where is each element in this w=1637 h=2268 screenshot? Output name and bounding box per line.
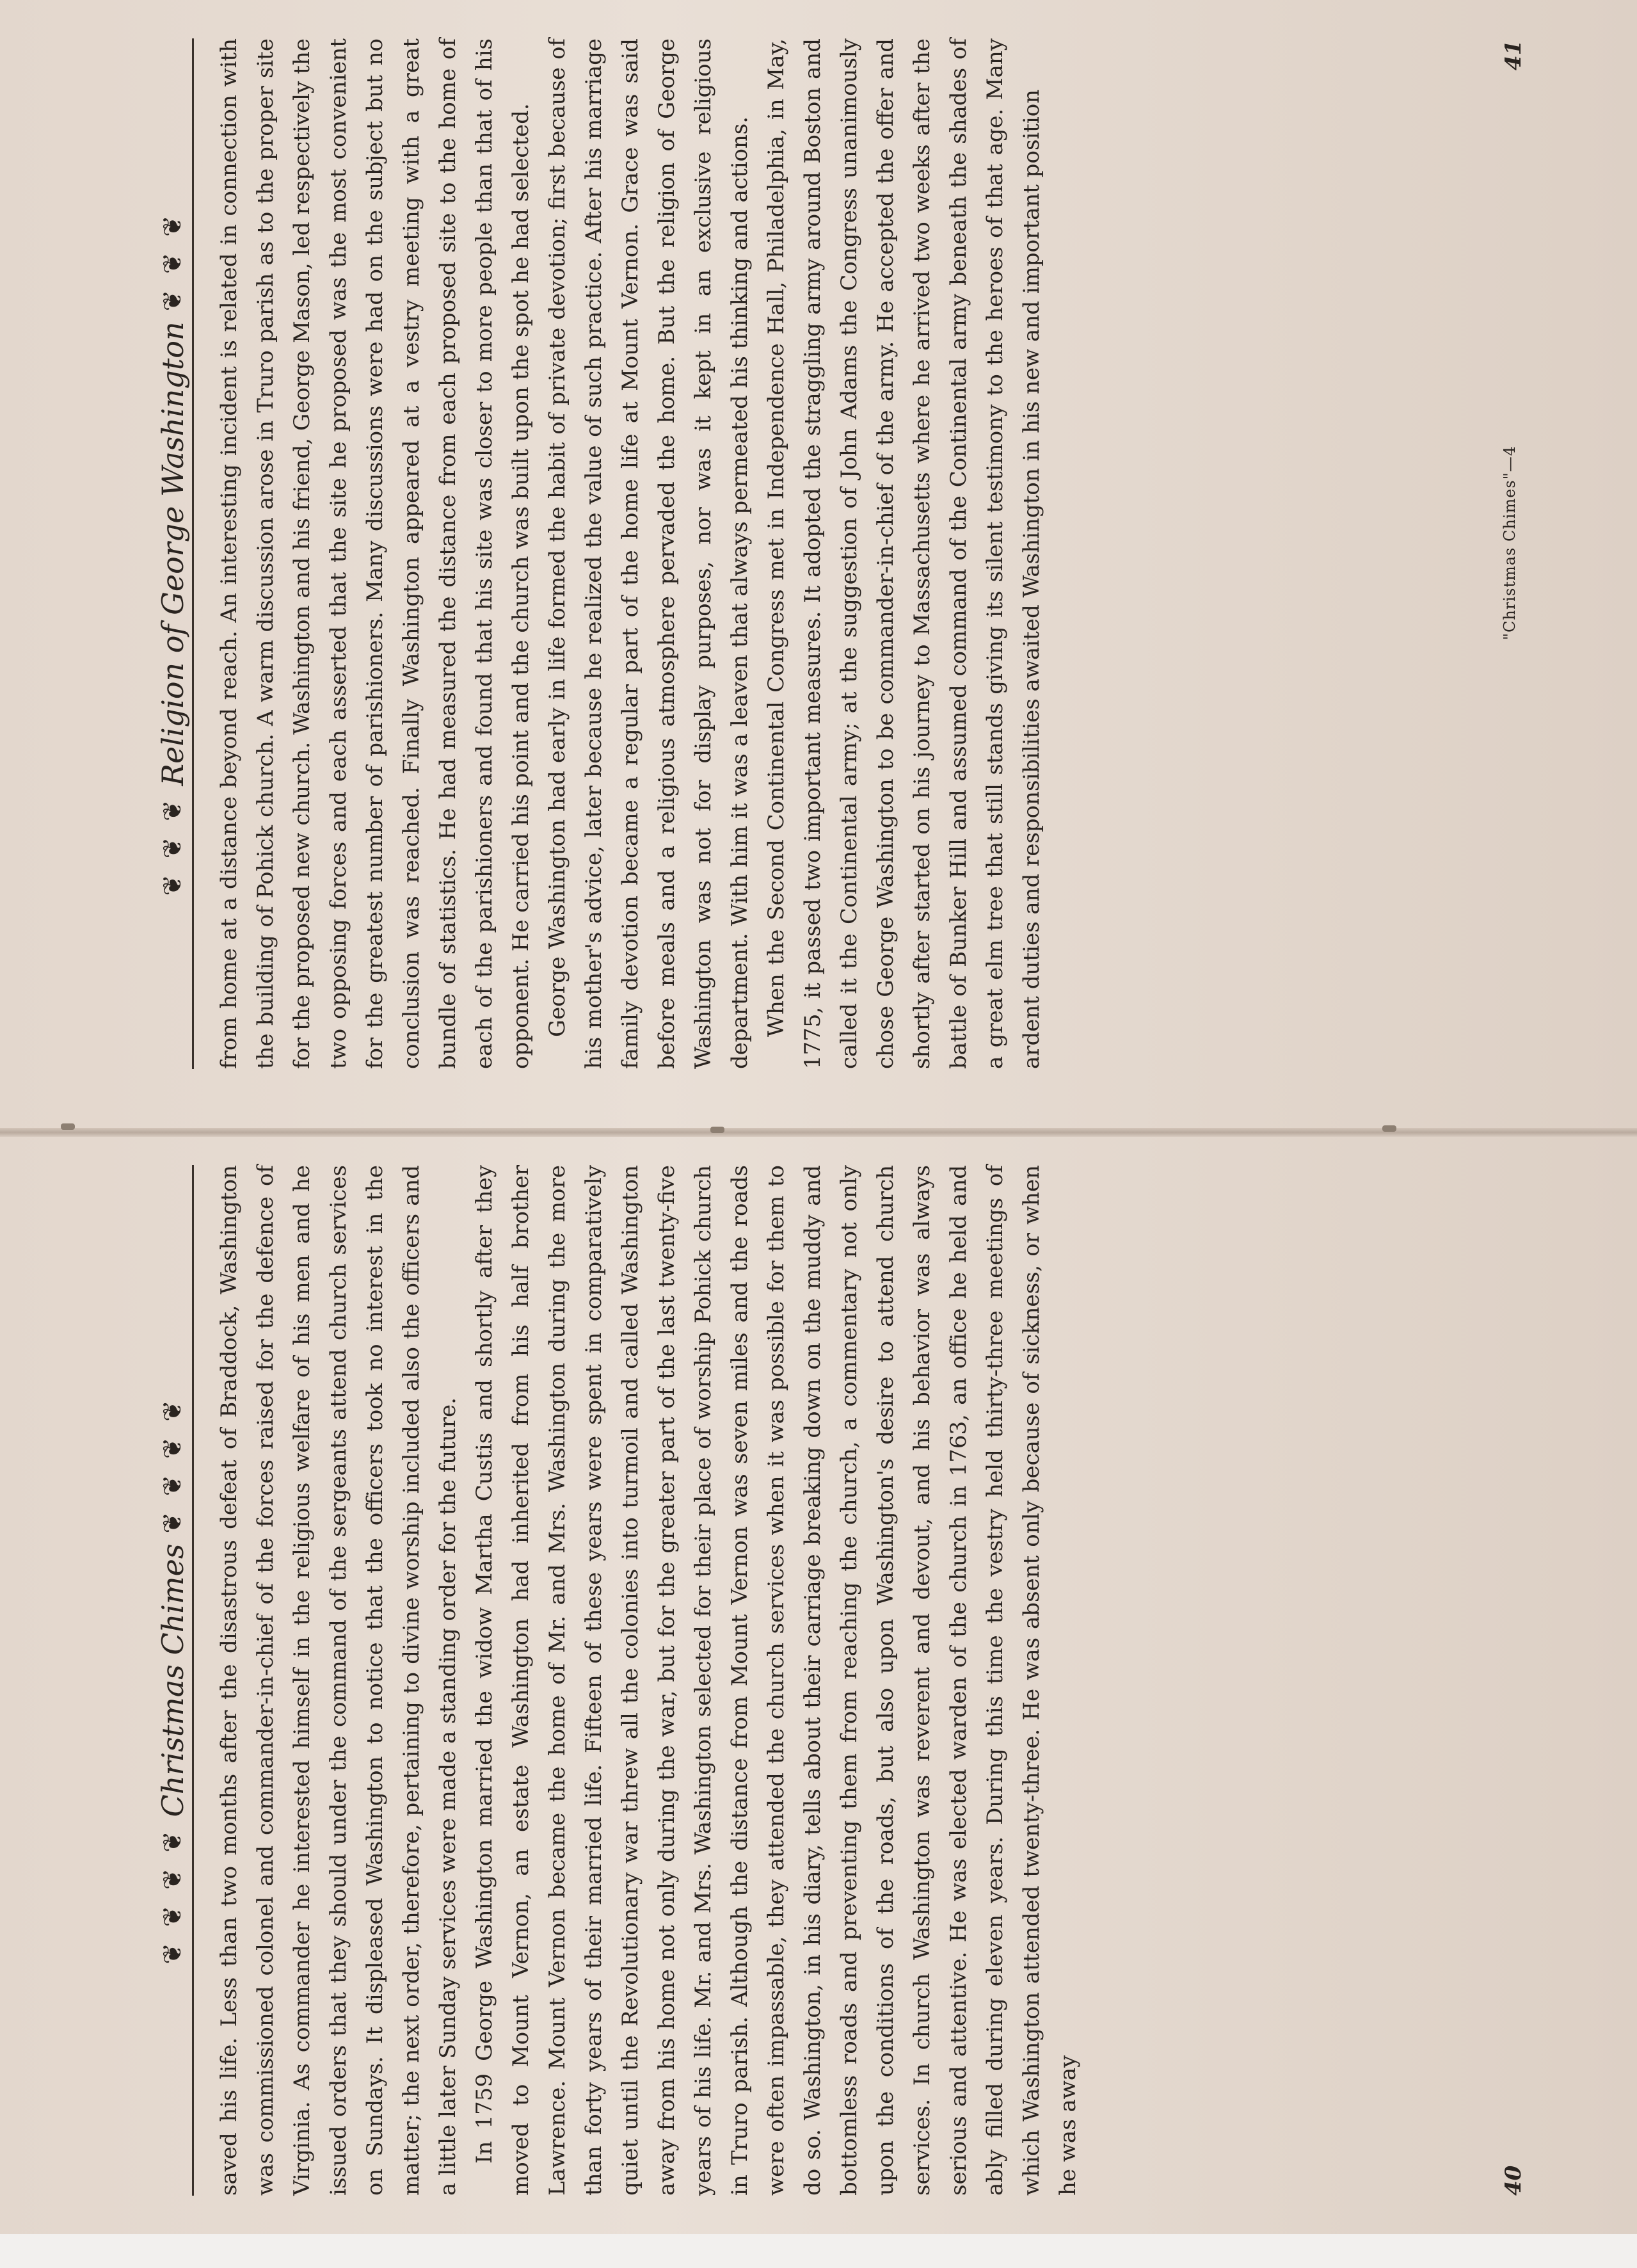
paragraph: saved his life. Less than two months after the disastrous defeat of Braddock, Washington was commissioned colonel and commander-in-chief of the forces raised for the defence of Virginia. As commander he interested himself in the religious welfare of his men and he issued orders that they should under the command of the sergeants attend church services on Sundays. It displeased Washington to notice that the officers took no interest in the matter; the next order, therefore, pertaining to divine worship included also the officers and a little later Sunday services were made a standing order for the future. <box>216 1165 461 2196</box>
staple-mark <box>710 1127 724 1133</box>
page-body <box>211 38 1050 1069</box>
page-number: 41 <box>1501 40 1526 70</box>
running-head-title: Christmas Chimes <box>156 1543 190 1817</box>
running-head <box>154 38 194 1069</box>
running-head <box>154 1165 194 2196</box>
staple-mark <box>61 1123 75 1130</box>
right-page <box>26 6 1613 1088</box>
ornament-icon: ❦ ❦ ❦ <box>158 211 188 312</box>
paragraph: from home at a distance beyond reach. An interesting incident is related in connection with the building of Pohick church. A warm discussion arose in Truro parish as to the proper site for the proposed new church. Washington and his friend, George Mason, led respectively the two opposing forces and each asserted that the site he proposed was the most convenient for the greatest number of parishioners. Many discussions were had on the subject but no conclusion was reached. Finally Washington appeared at a vestry meeting with a great bundle of statistics. He had measured the distance from each proposed site to the home of each of the parishioners and found that his site was closer to more people than that of his opponent. He carried his point and the church was built upon the spot he had selected. <box>216 38 534 1069</box>
running-head-title: Religion of George Washington <box>156 321 190 786</box>
paragraph: In 1759 George Washington married the widow Martha Custis and shortly after they moved to Mount Vernon, an estate Washington had inherited from his half brother Lawrence. Mount Vernon became the home of Mr. and Mrs. Washington during the more than forty years of their married life. Fifteen of these years were spent in comparatively quiet until the Revolutionary war threw all the colonies into turmoil and called Washington away from his home not only during the war, but for the greater part of the last twenty-five years of his life. Mr. and Mrs. Washington selected for their place of worship Pohick church in Truro parish. Although the distance from Mount Vernon was seven miles and the roads were often impassable, they attended the church services when it was possible for them to do so. Washington, in his diary, tells about their carriage breaking down on the muddy and bottomless roads and preventing them from reaching the church, a commentary not only upon the conditions of the roads, but also upon Washington's desire to attend church services. In church Washington was reverent and devout, and his behavior was always serious and attentive. He was elected warden of the church in 1763, an office he held and ably filled during eleven years. During this time the vestry held thirty-three meetings of which Washington attended twenty-three. He was absent only because of sickness, or when he was away <box>472 1165 1081 2196</box>
staple-mark <box>1382 1125 1396 1132</box>
ornament-icon: ❦ ❦ ❦ ❦ <box>158 1827 188 1965</box>
paragraph: When the Second Continental Congress met in Independence Hall, Philadelphia, in May, 1775, it passed two important measures. It adopted the straggling army around Boston and called it the Continental army; at the suggestion of John Adams the Congress unanimously chose George Washington to be commander-in-chief of the army. He accepted the offer and shortly after started on his journey to Massachusetts where he arrived two weeks after the battle of Bunker Hill and assumed command of the Continental army beneath the shades of a great elm tree that still stands giving its silent testimony to the heroes of that age. Many ardent duties and responsibilities awaited Washington in his new and important position <box>763 38 1044 1069</box>
scan-margin <box>0 2234 1637 2268</box>
page-body <box>211 1165 1087 2196</box>
signature-mark: "Christmas Chimes"—4 <box>1501 445 1519 640</box>
ornament-icon: ❦ ❦ ❦ <box>158 796 188 896</box>
ornament-icon: ❦ ❦ ❦ ❦ <box>158 1396 188 1534</box>
page-number: 40 <box>1501 2165 1526 2196</box>
paragraph: George Washington had early in life formed the habit of private devotion; first because of his mother's advice, later because he realized the value of such practice. After his marriage family devotion became a regular part of the home life at Mount Vernon. Grace was said before meals and a religious atmosphere pervaded the home. But the religion of George Washington was not for display purposes, nor was it kept in an exclusive religious department. With him it was a leaven that always permeated his thinking and actions. <box>545 38 753 1069</box>
left-page <box>26 1133 1613 2215</box>
